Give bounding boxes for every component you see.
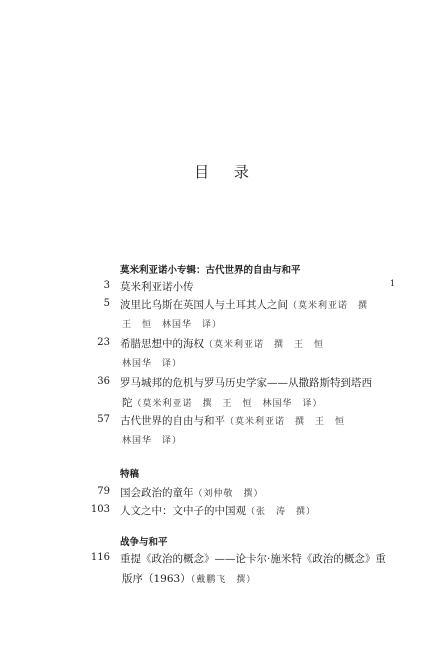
entry-line (120, 551, 386, 566)
toc-entry[interactable] (0, 336, 443, 369)
entry-line-continued (122, 395, 323, 410)
entry-title: 古代世界的自由与和平 (120, 415, 225, 427)
section-heading: 特稿 (120, 469, 140, 480)
toc-entry[interactable] (0, 485, 443, 503)
entry-credit: （莫米利亚诺 撰 王 恒 (225, 417, 346, 427)
page-number: 23 (97, 337, 110, 348)
page-number: 57 (97, 414, 110, 425)
entry-title: 希腊思想中的海权 (120, 338, 204, 350)
section-heading: 战争与和平 (120, 537, 168, 548)
entry-title: 国会政治的童年 (120, 487, 194, 499)
toc-entry[interactable] (0, 375, 443, 409)
entry-line (120, 297, 368, 312)
toc-entry[interactable] (0, 279, 443, 297)
entry-line-continued (122, 433, 182, 446)
page-number: 103 (90, 504, 110, 515)
entry-credit: 林国华 译） (122, 436, 183, 446)
entry-title: 人文之中：文中子的中国观 (120, 505, 246, 517)
page-number: 116 (90, 552, 110, 563)
toc-title: 目 录 (194, 163, 259, 181)
entry-line (120, 503, 316, 518)
page-number: 3 (103, 280, 110, 291)
page-number: 79 (97, 486, 110, 497)
entry-title: 陀 (122, 397, 133, 409)
toc-entry[interactable] (0, 503, 443, 521)
page-number: 5 (103, 298, 110, 309)
entry-line (120, 413, 345, 428)
entry-credit: （莫米利亚诺 撰 (288, 301, 369, 311)
page-folio: 1 (390, 279, 396, 288)
entry-line (120, 375, 372, 390)
entry-credit: （莫米利亚诺 撰 王 恒 (204, 340, 325, 350)
entry-credit: （刘仲敬 撰） (193, 489, 264, 499)
entry-line-continued (122, 571, 256, 586)
section-heading: 莫米利亚诺小专辑：古代世界的自由与和平 (120, 265, 301, 276)
toc-entry[interactable] (0, 413, 443, 446)
entry-title: 罗马城邦的危机与罗马历史学家——从撒路斯特到塔西 (120, 377, 372, 389)
entry-line-continued (122, 317, 222, 330)
toc-entry[interactable] (0, 551, 443, 585)
toc-entry[interactable] (0, 297, 443, 330)
entry-title: 版序（1963） (122, 573, 191, 585)
entry-credit: （莫米利亚诺 撰 王 恒 林国华 译） (132, 399, 323, 409)
entry-credit: 王 恒 林国华 译） (122, 320, 223, 330)
entry-line (120, 279, 194, 294)
entry-title: 重提《政治的概念》——论卡尔·施米特《政治的概念》重 (120, 553, 386, 565)
entry-credit: （张 涛 撰） (246, 507, 317, 517)
entry-credit: 林国华 译） (122, 359, 183, 369)
entry-credit: （戴鹏飞 撰） (190, 575, 257, 585)
entry-title: 莫米利亚诺小传 (120, 281, 194, 293)
entry-title: 波里比乌斯在英国人与土耳其人之间 (120, 299, 288, 311)
entry-line-continued (122, 356, 182, 369)
page-number: 36 (97, 376, 110, 387)
entry-line (120, 336, 324, 351)
entry-line (120, 485, 264, 500)
